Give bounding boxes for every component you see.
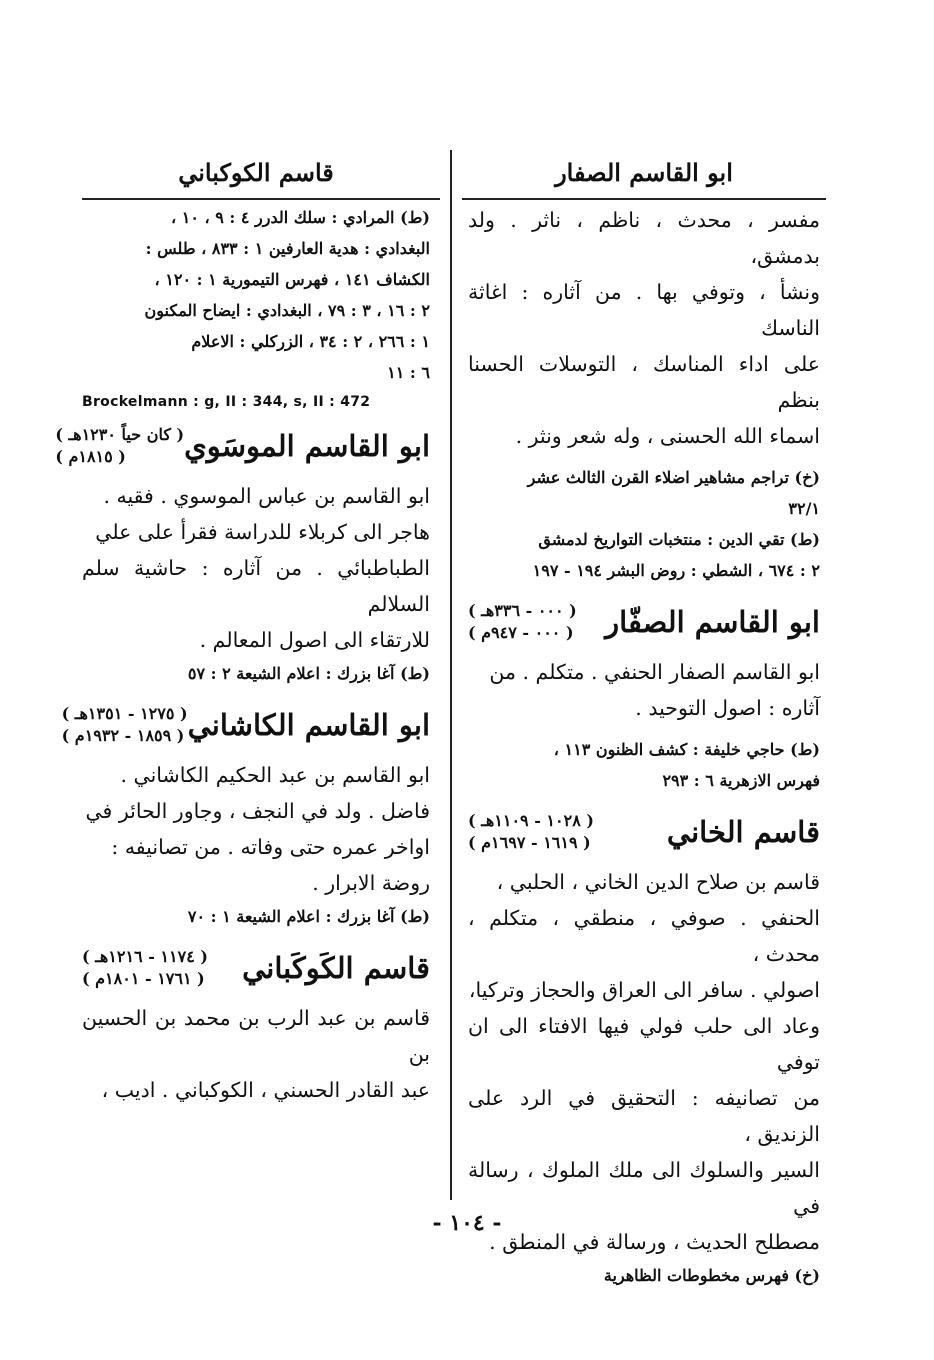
entry-line: روضة الابرار . [312,871,430,895]
entry-line: من تصانيفه : التحقيق في الرد على الزنديق ، [468,1086,820,1146]
hijri-date: ( ٠٠٠ - ٣٣٦هـ ) [468,601,577,620]
reference-line: (ط) آغا بزرك : اعلام الشيعة ٢ : ٥٧ [187,664,430,683]
gregorian-date: ( ١٨١٥م ) [55,447,126,466]
reference-line: (خ) تراجم مشاهير اضلاء القرن الثالث عشر [527,468,820,487]
gregorian-date: ( ١٦١٩ - ١٦٩٧م ) [468,833,591,852]
entry-name: ابو القاسم الصفّار [605,605,820,639]
reference-line: (ط) المرادي : سلك الدرر ٤ : ٩ ، ١٠ ، [170,208,430,227]
reference-line: فهرس الازهرية ٦ : ٢٩٣ [662,771,820,790]
entry-heading-musawi [55,424,430,468]
entry-name: ابو القاسم الكاشاني [187,708,430,742]
right-column-body [468,202,820,1291]
column-divider [450,150,452,1200]
brockelmann-reference: Brockelmann : g, II : 344, s, II : 472 [82,394,371,410]
intro-line: على اداء المناسك ، التوسلات الحسنا بنظم [468,352,820,412]
entry-line: قاسم بن عبد الرب بن محمد بن الحسين بن [82,1006,430,1066]
reference-line: البغدادي : هدية العارفين ١ : ٨٣٣ ، طلس : [145,239,430,258]
entry-dates [468,810,594,854]
reference-line: (خ) فهرس مخطوطات الظاهرية [603,1266,820,1285]
hijri-date: ( ١٠٢٨ - ١١٠٩هـ ) [468,811,594,830]
spacer [468,726,820,734]
reference-line: (ط) حاجي خليفة : كشف الظنون ١١٣ ، [553,740,820,759]
entry-dates [62,703,188,747]
entry-line: مصطلح الحديث ، ورسالة في المنطق . [489,1230,820,1254]
hijri-date: ( كان حياً ١٢٣٠هـ ) [55,425,185,444]
left-column-header: قاسم الكوكباني [178,158,334,187]
entry-line: قاسم بن صلاح الدين الخاني ، الحلبي ، [496,870,820,894]
entry-line: فاضل . ولد في النجف ، وجاور الحائر في [85,799,430,823]
entry-heading-khani [468,810,820,854]
entry-name: قاسم الكَوكَباني [242,951,430,985]
entry-line: عبد القادر الحسني ، الكوكباني . اديب ، [101,1078,430,1102]
left-column-body [55,202,430,1108]
entry-line: وعاد الى حلب فولي فيها الافتاء الى ان توفي [468,1014,820,1074]
entry-name: ابو القاسم الموسَوي [184,429,430,463]
gregorian-date: ( ١٨٥٩ - ١٩٣٢م ) [61,726,185,745]
entry-line: هاجر الى كربلاء للدراسة فقرأ على علي [95,520,430,544]
gregorian-date: ( ٠٠٠ - ٩٤٧م ) [468,623,574,642]
entry-dates [82,946,208,990]
entry-heading-kawkabani [82,946,430,990]
intro-line: اسماء الله الحسنى ، وله شعر ونثر . [515,424,820,448]
spacer [468,454,820,462]
left-header-rule [82,198,440,200]
gregorian-date: ( ١٧٦١ - ١٨٠١م ) [82,969,205,988]
page-number: - ١٠٤ - [432,1210,502,1236]
right-header-rule [462,198,826,200]
reference-line: (ط) تقي الدين : منتخبات التواريخ لدمشق [538,530,820,549]
hijri-date: ( ١٢٧٥ - ١٣٥١هـ ) [61,704,188,723]
entry-line: اصولي . سافر الى العراق والحجاز وتركيا، [468,978,820,1002]
entry-name: قاسم الخاني [666,815,820,849]
entry-line: للارتقاء الى اصول المعالم . [199,628,430,652]
reference-line: ١ : ٢٦٦ ، ٢ : ٣٤ ، الزركلي : الاعلام [191,332,430,351]
reference-line: ٦ : ١١ [387,363,430,382]
reference-line: الكشاف ١٤١ ، فهرس التيمورية ١ : ١٢٠ ، [154,270,430,289]
right-column-header: ابو القاسم الصفار [555,158,733,187]
entry-dates [468,600,577,644]
entry-line: آثاره : اصول التوحيد . [635,696,820,720]
entry-line: ابو القاسم الصفار الحنفي . متكلم . من [489,660,820,684]
entry-line: ابو القاسم بن عباس الموسوي . فقيه . [103,484,430,508]
entry-heading-kashani [61,703,430,747]
entry-heading-saffar [468,600,820,644]
entry-line: السير والسلوك الى ملك الملوك ، رسالة في [468,1158,820,1218]
intro-line: مفسر ، محدث ، ناظم ، ناثر . ولد بدمشق، [468,208,820,268]
entry-line: الطباطبائي . من آثاره : حاشية سلم السلالم [82,556,430,616]
entry-dates [55,424,184,468]
intro-line: ونشأ ، وتوفي بها . من آثاره : اغاثة الناسك [468,280,820,340]
entry-line: اواخر عمره حتى وفاته . من تصانيفه : [111,835,430,859]
entry-line: ابو القاسم بن عبد الحكيم الكاشاني . [120,763,430,787]
reference-line: ٢ : ٦٧٤ ، الشطي : روض البشر ١٩٤ - ١٩٧ [532,561,820,580]
entry-line: الحنفي . صوفي ، منطقي ، متكلم ، محدث ، [468,906,820,966]
reference-line: ٣٢/١ [788,499,820,518]
reference-line: (ط) آغا بزرك : اعلام الشيعة ١ : ٧٠ [187,907,430,926]
reference-line: ٢ : ١٦ ، ٣ : ٧٩ ، البغدادي : ايضاح المكنون [144,301,430,320]
hijri-date: ( ١١٧٤ - ١٢١٦هـ ) [82,947,208,966]
